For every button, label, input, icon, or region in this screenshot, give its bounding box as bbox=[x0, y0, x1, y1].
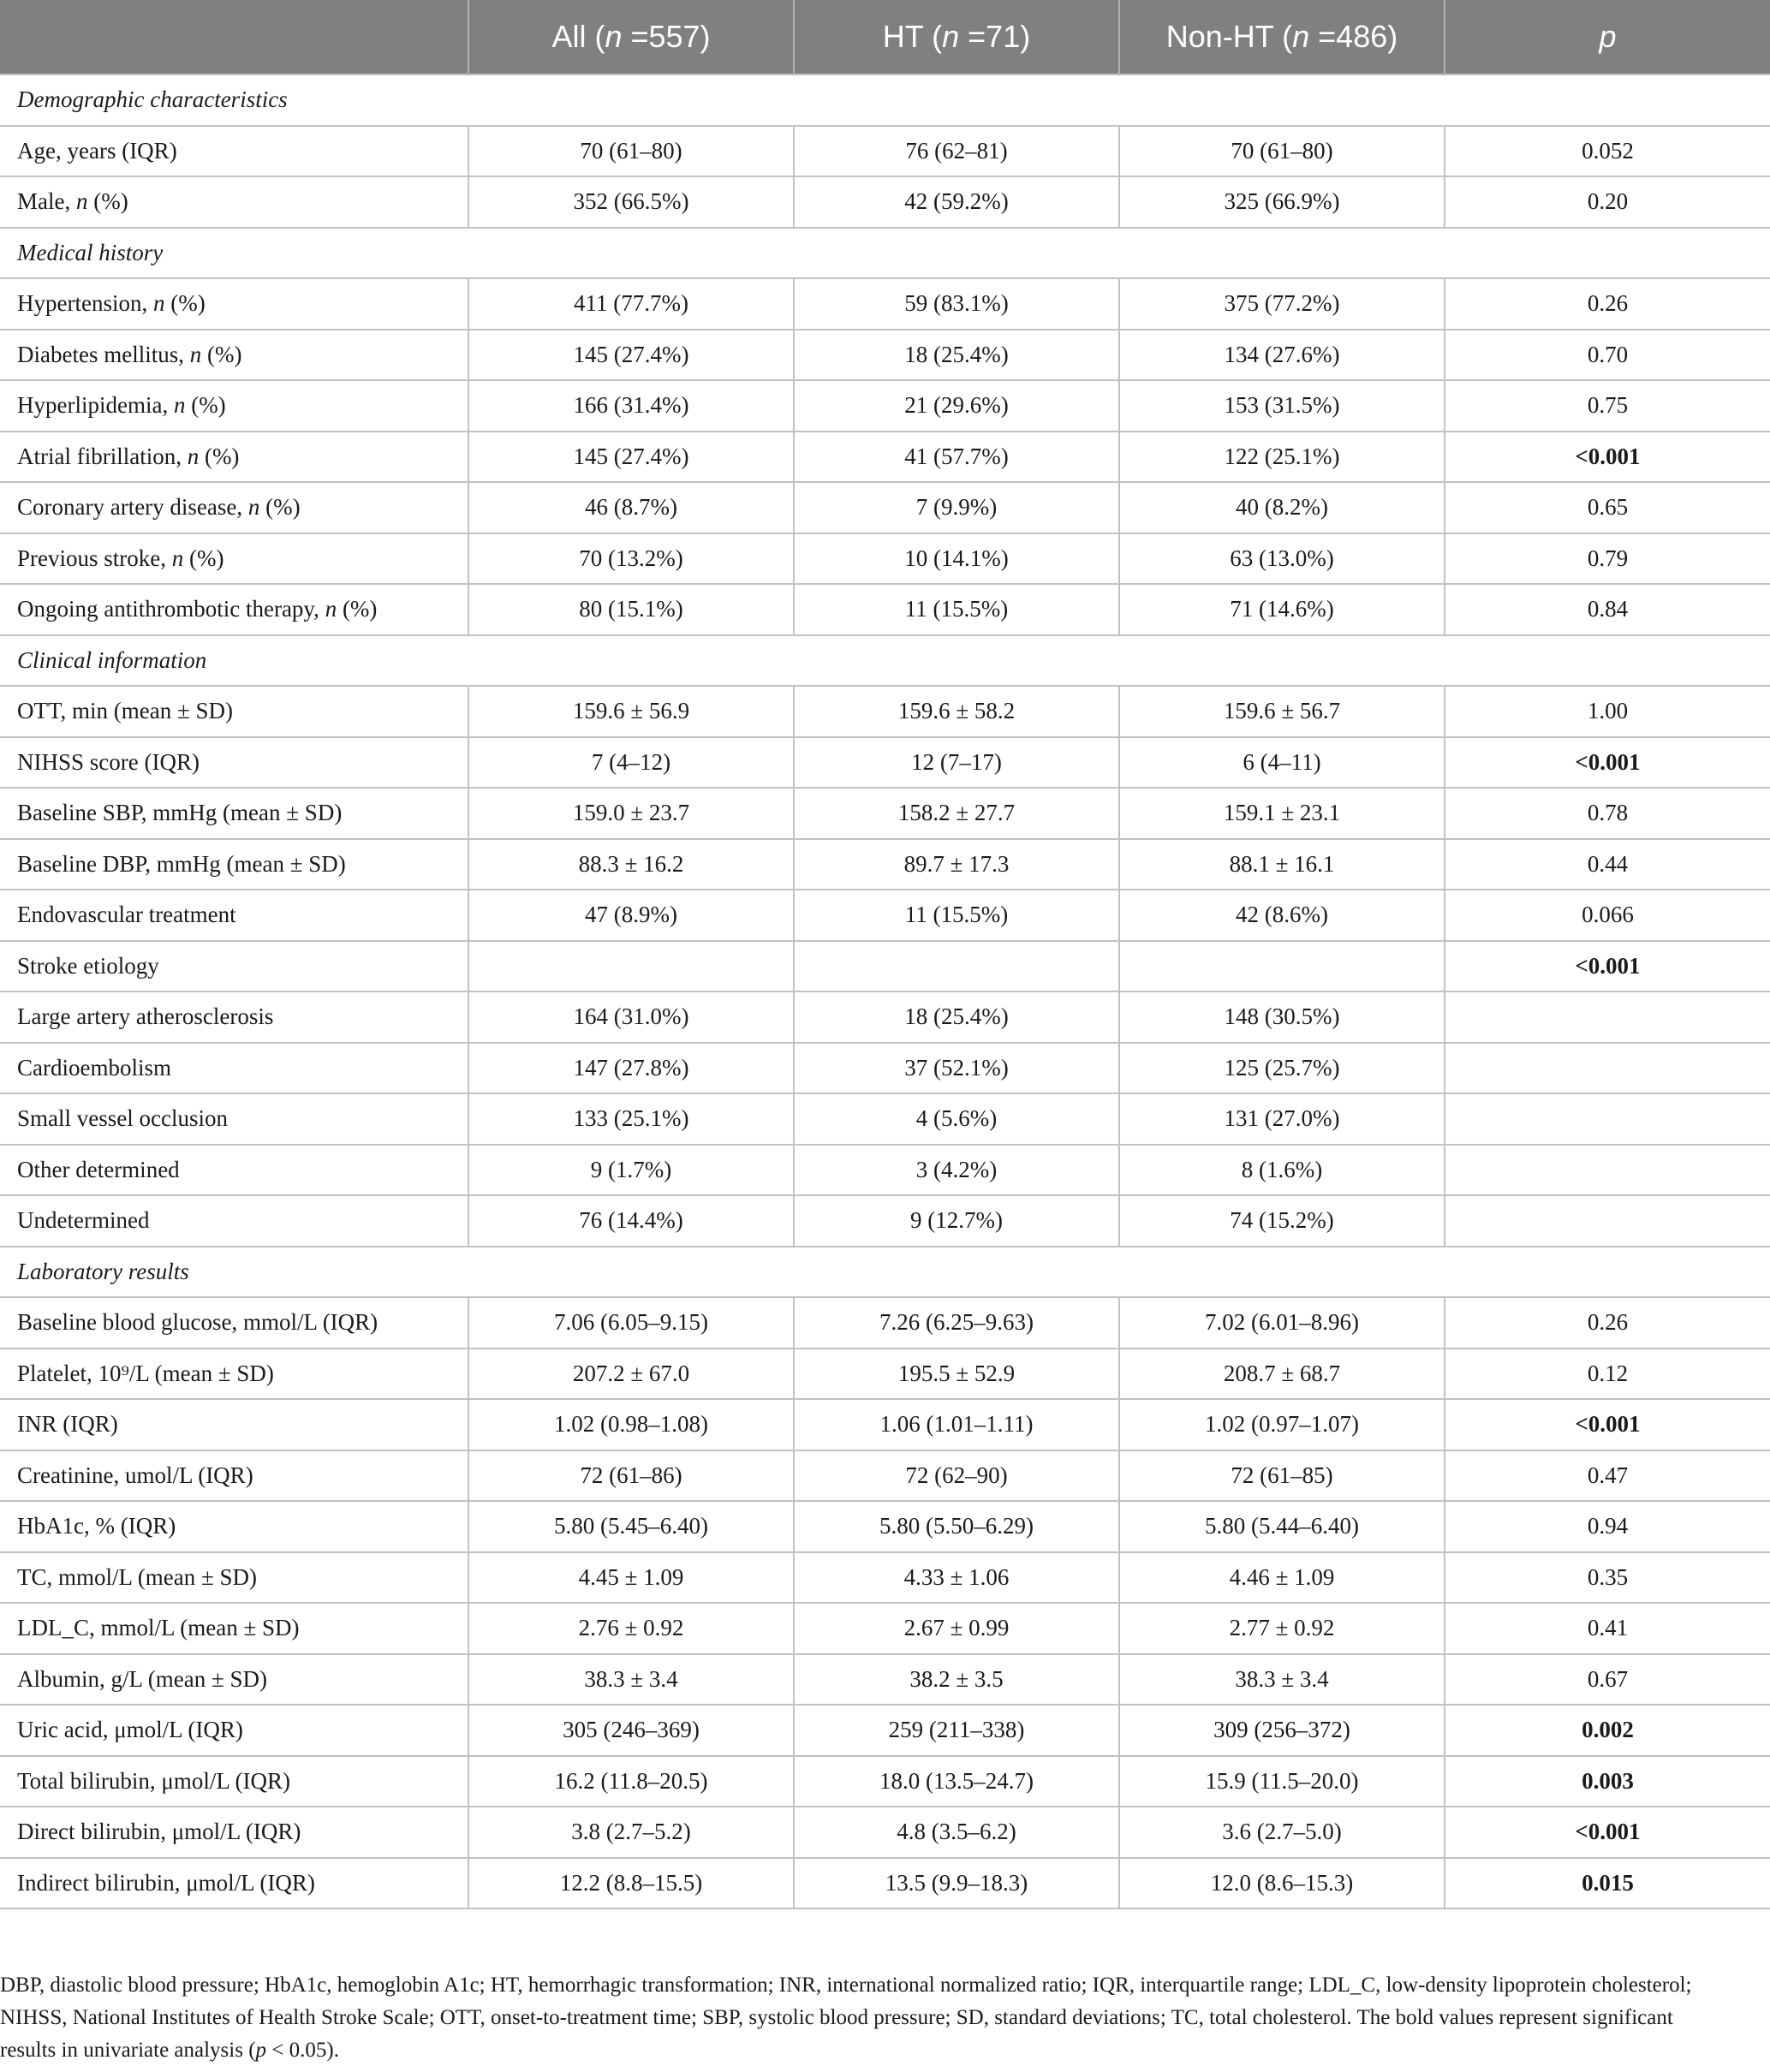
table-row bbox=[0, 1043, 1770, 1094]
cell-ht: 38.2 ± 3.5 bbox=[794, 1654, 1119, 1706]
row-label: INR (IQR) bbox=[0, 1399, 468, 1450]
row-label: Undetermined bbox=[0, 1195, 468, 1247]
row-label: Baseline DBP, mmHg (mean ± SD) bbox=[0, 839, 468, 890]
row-label: LDL_C, mmol/L (mean ± SD) bbox=[0, 1603, 468, 1654]
table-row bbox=[0, 737, 1770, 789]
cell-non-ht: 1.02 (0.97–1.07) bbox=[1119, 1399, 1445, 1450]
table-row bbox=[0, 1858, 1770, 1909]
cell-ht: 18 (25.4%) bbox=[794, 330, 1119, 381]
header-ht: HT (n =71) bbox=[794, 0, 1119, 74]
cell-ht: 5.80 (5.50–6.29) bbox=[794, 1501, 1119, 1552]
table-row bbox=[0, 1756, 1770, 1807]
cell-ht: 158.2 ± 27.7 bbox=[794, 788, 1119, 839]
section-heading: Laboratory results bbox=[0, 1247, 1770, 1298]
table-row bbox=[0, 788, 1770, 839]
cell-ht: 76 (62–81) bbox=[794, 126, 1119, 177]
cell-p-value: 0.79 bbox=[1445, 533, 1770, 585]
cell-non-ht: 6 (4–11) bbox=[1119, 737, 1445, 789]
cell-ht: 12 (7–17) bbox=[794, 737, 1119, 789]
cell-ht: 21 (29.6%) bbox=[794, 380, 1119, 432]
cell-all bbox=[468, 941, 794, 992]
cell-p-value: <0.001 bbox=[1445, 432, 1770, 483]
cell-non-ht: 88.1 ± 16.1 bbox=[1119, 839, 1445, 890]
cell-non-ht: 122 (25.1%) bbox=[1119, 432, 1445, 483]
cell-all: 411 (77.7%) bbox=[468, 278, 794, 330]
cell-ht: 259 (211–338) bbox=[794, 1705, 1119, 1756]
row-label: Other determined bbox=[0, 1145, 468, 1196]
table-row bbox=[0, 1093, 1770, 1145]
cell-all: 145 (27.4%) bbox=[468, 330, 794, 381]
table-row bbox=[0, 1603, 1770, 1654]
cell-p-value: <0.001 bbox=[1445, 1807, 1770, 1858]
cell-ht: 4.8 (3.5–6.2) bbox=[794, 1807, 1119, 1858]
cell-p-value bbox=[1445, 1093, 1770, 1145]
cell-p-value: 0.052 bbox=[1445, 126, 1770, 177]
cell-non-ht: 38.3 ± 3.4 bbox=[1119, 1654, 1445, 1706]
row-label: Baseline SBP, mmHg (mean ± SD) bbox=[0, 788, 468, 839]
cell-p-value: 1.00 bbox=[1445, 686, 1770, 737]
table-row bbox=[0, 533, 1770, 585]
cell-p-value: 0.47 bbox=[1445, 1450, 1770, 1502]
cell-p-value: 0.066 bbox=[1445, 890, 1770, 941]
cell-p-value bbox=[1445, 1145, 1770, 1196]
table-row bbox=[0, 380, 1770, 432]
cell-ht: 18.0 (13.5–24.7) bbox=[794, 1756, 1119, 1807]
row-label: Creatinine, umol/L (IQR) bbox=[0, 1450, 468, 1502]
cell-non-ht: 131 (27.0%) bbox=[1119, 1093, 1445, 1145]
table-row bbox=[0, 176, 1770, 228]
cell-non-ht: 7.02 (6.01–8.96) bbox=[1119, 1297, 1445, 1349]
cell-all: 16.2 (11.8–20.5) bbox=[468, 1756, 794, 1807]
cell-all: 166 (31.4%) bbox=[468, 380, 794, 432]
cell-ht: 42 (59.2%) bbox=[794, 176, 1119, 228]
cell-non-ht: 3.6 (2.7–5.0) bbox=[1119, 1807, 1445, 1858]
cell-non-ht: 5.80 (5.44–6.40) bbox=[1119, 1501, 1445, 1552]
cell-all: 5.80 (5.45–6.40) bbox=[468, 1501, 794, 1552]
row-label: Endovascular treatment bbox=[0, 890, 468, 941]
cell-non-ht: 325 (66.9%) bbox=[1119, 176, 1445, 228]
cell-p-value: <0.001 bbox=[1445, 737, 1770, 789]
cell-p-value: 0.26 bbox=[1445, 1297, 1770, 1349]
cell-ht: 9 (12.7%) bbox=[794, 1195, 1119, 1247]
cell-all: 305 (246–369) bbox=[468, 1705, 794, 1756]
cell-non-ht: 4.46 ± 1.09 bbox=[1119, 1552, 1445, 1604]
header-all: All (n =557) bbox=[468, 0, 794, 74]
cell-all: 76 (14.4%) bbox=[468, 1195, 794, 1247]
cell-ht: 195.5 ± 52.9 bbox=[794, 1349, 1119, 1400]
cell-p-value: 0.002 bbox=[1445, 1705, 1770, 1756]
table-row bbox=[0, 330, 1770, 381]
cell-p-value: 0.20 bbox=[1445, 176, 1770, 228]
cell-p-value: 0.65 bbox=[1445, 482, 1770, 533]
cell-ht: 37 (52.1%) bbox=[794, 1043, 1119, 1094]
cell-all: 88.3 ± 16.2 bbox=[468, 839, 794, 890]
table-row bbox=[0, 278, 1770, 330]
table-row bbox=[0, 1297, 1770, 1349]
cell-p-value: 0.94 bbox=[1445, 1501, 1770, 1552]
cell-ht: 10 (14.1%) bbox=[794, 533, 1119, 585]
row-label: Albumin, g/L (mean ± SD) bbox=[0, 1654, 468, 1706]
cell-ht bbox=[794, 941, 1119, 992]
cell-ht: 7.26 (6.25–9.63) bbox=[794, 1297, 1119, 1349]
row-label: Ongoing antithrombotic therapy, n (%) bbox=[0, 584, 468, 635]
cell-all: 159.0 ± 23.7 bbox=[468, 788, 794, 839]
table-row bbox=[0, 1654, 1770, 1706]
cell-non-ht: 159.6 ± 56.7 bbox=[1119, 686, 1445, 737]
cell-ht: 159.6 ± 58.2 bbox=[794, 686, 1119, 737]
table-body bbox=[0, 74, 1770, 1908]
section-heading: Demographic characteristics bbox=[0, 74, 1770, 126]
cell-all: 70 (61–80) bbox=[468, 126, 794, 177]
table-row bbox=[0, 482, 1770, 533]
cell-non-ht: 63 (13.0%) bbox=[1119, 533, 1445, 585]
cell-p-value: 0.35 bbox=[1445, 1552, 1770, 1604]
cell-ht: 1.06 (1.01–1.11) bbox=[794, 1399, 1119, 1450]
section-row bbox=[0, 228, 1770, 279]
cell-ht: 41 (57.7%) bbox=[794, 432, 1119, 483]
cell-p-value: 0.78 bbox=[1445, 788, 1770, 839]
table-row bbox=[0, 941, 1770, 992]
row-label: TC, mmol/L (mean ± SD) bbox=[0, 1552, 468, 1604]
cell-p-value bbox=[1445, 1043, 1770, 1094]
cell-p-value: 0.015 bbox=[1445, 1858, 1770, 1909]
cell-all: 164 (31.0%) bbox=[468, 991, 794, 1043]
cell-p-value: 0.003 bbox=[1445, 1756, 1770, 1807]
cell-non-ht: 72 (61–85) bbox=[1119, 1450, 1445, 1502]
cell-all: 12.2 (8.8–15.5) bbox=[468, 1858, 794, 1909]
section-row bbox=[0, 1247, 1770, 1298]
cell-all: 145 (27.4%) bbox=[468, 432, 794, 483]
header-non-ht: Non-HT (n =486) bbox=[1119, 0, 1445, 74]
cell-non-ht: 2.77 ± 0.92 bbox=[1119, 1603, 1445, 1654]
cell-non-ht: 148 (30.5%) bbox=[1119, 991, 1445, 1043]
cell-p-value bbox=[1445, 1195, 1770, 1247]
cell-ht: 59 (83.1%) bbox=[794, 278, 1119, 330]
row-label: Baseline blood glucose, mmol/L (IQR) bbox=[0, 1297, 468, 1349]
section-heading: Clinical information bbox=[0, 635, 1770, 687]
table-row bbox=[0, 991, 1770, 1043]
cell-p-value: 0.67 bbox=[1445, 1654, 1770, 1706]
row-label: Direct bilirubin, μmol/L (IQR) bbox=[0, 1807, 468, 1858]
row-label: Diabetes mellitus, n (%) bbox=[0, 330, 468, 381]
cell-all: 147 (27.8%) bbox=[468, 1043, 794, 1094]
section-row bbox=[0, 635, 1770, 687]
cell-non-ht: 134 (27.6%) bbox=[1119, 330, 1445, 381]
row-label: Uric acid, μmol/L (IQR) bbox=[0, 1705, 468, 1756]
table-row bbox=[0, 1450, 1770, 1502]
cell-non-ht: 74 (15.2%) bbox=[1119, 1195, 1445, 1247]
cell-non-ht: 375 (77.2%) bbox=[1119, 278, 1445, 330]
cell-ht: 4.33 ± 1.06 bbox=[794, 1552, 1119, 1604]
table-row bbox=[0, 1705, 1770, 1756]
table-row bbox=[0, 686, 1770, 737]
table-row bbox=[0, 839, 1770, 890]
cell-ht: 3 (4.2%) bbox=[794, 1145, 1119, 1196]
table-row bbox=[0, 1807, 1770, 1858]
cell-non-ht: 12.0 (8.6–15.3) bbox=[1119, 1858, 1445, 1909]
cell-p-value: <0.001 bbox=[1445, 941, 1770, 992]
cell-non-ht: 70 (61–80) bbox=[1119, 126, 1445, 177]
cell-all: 47 (8.9%) bbox=[468, 890, 794, 941]
cell-all: 38.3 ± 3.4 bbox=[468, 1654, 794, 1706]
table-row bbox=[0, 890, 1770, 941]
section-heading: Medical history bbox=[0, 228, 1770, 279]
row-label: Total bilirubin, μmol/L (IQR) bbox=[0, 1756, 468, 1807]
cell-p-value: 0.41 bbox=[1445, 1603, 1770, 1654]
table-row bbox=[0, 126, 1770, 177]
cell-non-ht: 159.1 ± 23.1 bbox=[1119, 788, 1445, 839]
row-label: Hypertension, n (%) bbox=[0, 278, 468, 330]
row-label: Previous stroke, n (%) bbox=[0, 533, 468, 585]
cell-all: 7.06 (6.05–9.15) bbox=[468, 1297, 794, 1349]
row-label: Atrial fibrillation, n (%) bbox=[0, 432, 468, 483]
cell-ht: 11 (15.5%) bbox=[794, 584, 1119, 635]
cell-all: 352 (66.5%) bbox=[468, 176, 794, 228]
cell-non-ht: 208.7 ± 68.7 bbox=[1119, 1349, 1445, 1400]
cell-all: 9 (1.7%) bbox=[468, 1145, 794, 1196]
table-row bbox=[0, 1501, 1770, 1552]
row-label: Cardioembolism bbox=[0, 1043, 468, 1094]
cell-all: 4.45 ± 1.09 bbox=[468, 1552, 794, 1604]
cell-p-value: 0.26 bbox=[1445, 278, 1770, 330]
cell-ht: 72 (62–90) bbox=[794, 1450, 1119, 1502]
table-header bbox=[0, 0, 1770, 74]
table-row bbox=[0, 1145, 1770, 1196]
table-row bbox=[0, 1399, 1770, 1450]
cell-non-ht: 40 (8.2%) bbox=[1119, 482, 1445, 533]
table-footnote: DBP, diastolic blood pressure; HbA1c, hemoglobin A1c; HT, hemorrhagic transformation; INR, international normalized ratio; IQR, interquartile range; LDL_C, low-density lipoprotein cholesterol; NIHSS, National Institutes of Health Stroke Scale; OTT, onset-to-treatment time; SBP, systolic blood pressure; SD, standard deviations; TC, total cholesterol. The bold values represent significant results in univariate analysis (p < 0.05). bbox=[0, 1974, 1692, 2062]
cell-non-ht: 125 (25.7%) bbox=[1119, 1043, 1445, 1094]
table-row bbox=[0, 1195, 1770, 1247]
row-label: Stroke etiology bbox=[0, 941, 468, 992]
cell-non-ht: 42 (8.6%) bbox=[1119, 890, 1445, 941]
row-label: Coronary artery disease, n (%) bbox=[0, 482, 468, 533]
cell-ht: 89.7 ± 17.3 bbox=[794, 839, 1119, 890]
cell-all: 2.76 ± 0.92 bbox=[468, 1603, 794, 1654]
cell-ht: 4 (5.6%) bbox=[794, 1093, 1119, 1145]
cell-ht: 11 (15.5%) bbox=[794, 890, 1119, 941]
table-row bbox=[0, 432, 1770, 483]
cell-all: 207.2 ± 67.0 bbox=[468, 1349, 794, 1400]
cell-all: 3.8 (2.7–5.2) bbox=[468, 1807, 794, 1858]
table-row bbox=[0, 1552, 1770, 1604]
cell-non-ht: 15.9 (11.5–20.0) bbox=[1119, 1756, 1445, 1807]
cell-ht: 2.67 ± 0.99 bbox=[794, 1603, 1119, 1654]
cell-non-ht: 8 (1.6%) bbox=[1119, 1145, 1445, 1196]
row-label: Age, years (IQR) bbox=[0, 126, 468, 177]
row-label: Large artery atherosclerosis bbox=[0, 991, 468, 1043]
row-label: Indirect bilirubin, μmol/L (IQR) bbox=[0, 1858, 468, 1909]
cell-ht: 13.5 (9.9–18.3) bbox=[794, 1858, 1119, 1909]
cell-p-value: 0.70 bbox=[1445, 330, 1770, 381]
row-label: OTT, min (mean ± SD) bbox=[0, 686, 468, 737]
table-row bbox=[0, 584, 1770, 635]
header-p-value: p bbox=[1445, 0, 1770, 74]
section-row bbox=[0, 74, 1770, 126]
cell-p-value: 0.44 bbox=[1445, 839, 1770, 890]
cell-all: 80 (15.1%) bbox=[468, 584, 794, 635]
row-label: HbA1c, % (IQR) bbox=[0, 1501, 468, 1552]
cell-all: 7 (4–12) bbox=[468, 737, 794, 789]
cell-p-value bbox=[1445, 991, 1770, 1043]
cell-ht: 18 (25.4%) bbox=[794, 991, 1119, 1043]
cell-all: 72 (61–86) bbox=[468, 1450, 794, 1502]
table-row bbox=[0, 1349, 1770, 1400]
cell-ht: 7 (9.9%) bbox=[794, 482, 1119, 533]
cell-all: 1.02 (0.98–1.08) bbox=[468, 1399, 794, 1450]
cell-all: 70 (13.2%) bbox=[468, 533, 794, 585]
cell-non-ht: 153 (31.5%) bbox=[1119, 380, 1445, 432]
cell-non-ht: 309 (256–372) bbox=[1119, 1705, 1445, 1756]
row-label: Male, n (%) bbox=[0, 176, 468, 228]
cell-non-ht bbox=[1119, 941, 1445, 992]
cell-all: 133 (25.1%) bbox=[468, 1093, 794, 1145]
cell-p-value: 0.75 bbox=[1445, 380, 1770, 432]
cell-non-ht: 71 (14.6%) bbox=[1119, 584, 1445, 635]
row-label: Small vessel occlusion bbox=[0, 1093, 468, 1145]
cell-all: 46 (8.7%) bbox=[468, 482, 794, 533]
header-label-column bbox=[0, 0, 468, 74]
header-row bbox=[0, 0, 1770, 74]
cell-p-value: <0.001 bbox=[1445, 1399, 1770, 1450]
cell-all: 159.6 ± 56.9 bbox=[468, 686, 794, 737]
cell-p-value: 0.84 bbox=[1445, 584, 1770, 635]
cell-p-value: 0.12 bbox=[1445, 1349, 1770, 1400]
row-label: Platelet, 10⁹/L (mean ± SD) bbox=[0, 1349, 468, 1400]
row-label: Hyperlipidemia, n (%) bbox=[0, 380, 468, 432]
row-label: NIHSS score (IQR) bbox=[0, 737, 468, 789]
